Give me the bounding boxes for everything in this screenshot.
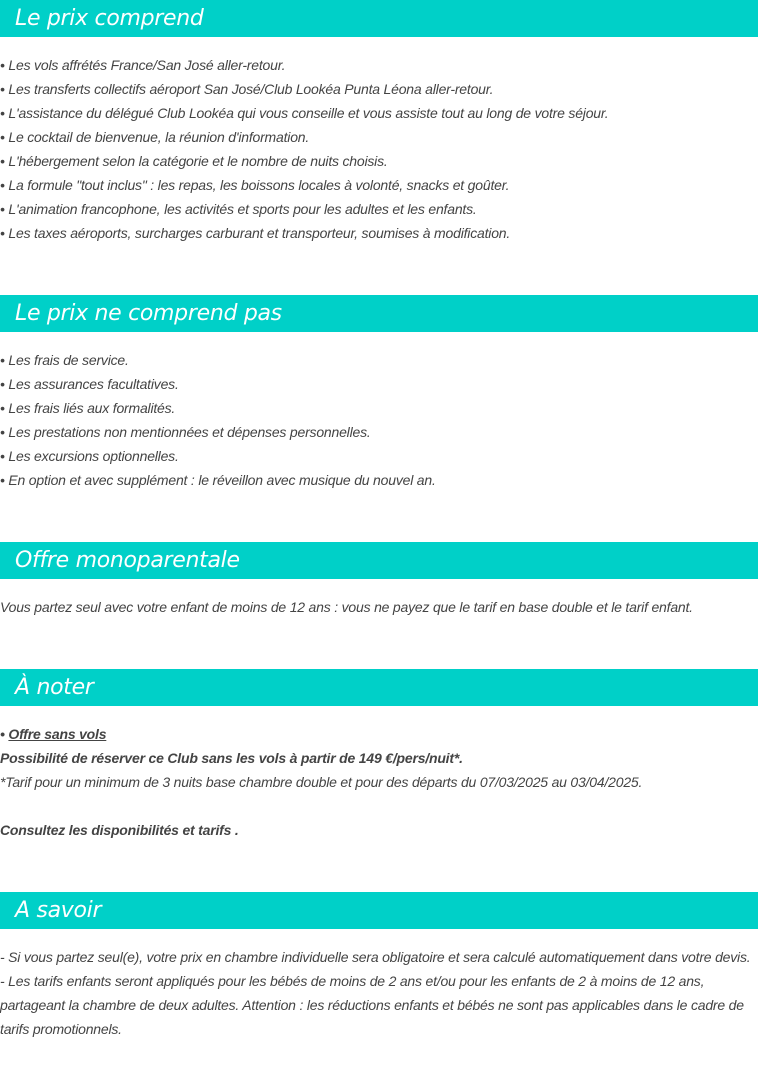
section-header-prix-ne-comprend-pas: Le prix ne comprend pas xyxy=(0,295,758,332)
list-item: • La formule "tout inclus" : les repas, les boissons locales à volonté, snacks et goûter. xyxy=(0,177,510,193)
section-header-offre-monoparentale: Offre monoparentale xyxy=(0,542,758,579)
consultez-disponibilites-link[interactable]: Consultez les disponibilités et tarifs . xyxy=(0,822,239,838)
list-item: • L'animation francophone, les activités et sports pour les adultes et les enfants. xyxy=(0,201,477,217)
a-savoir-block xyxy=(0,945,758,1041)
prix-ne-comprend-pas-list xyxy=(0,348,758,492)
list-item: • Les frais de service. xyxy=(0,352,129,368)
a-savoir-paragraph-2: - Les tarifs enfants seront appliqués pour les bébés de moins de 2 ans et/ou pour les enfants de 2 à moins de 12 ans, partageant la chambre de deux adultes. Attention : les réductions enfants et bébés ne sont pas applicables dans le cadre de tarifs promotionnels. xyxy=(0,973,744,1037)
offre-monoparentale-text: Vous partez seul avec votre enfant de moins de 12 ans : vous ne payez que le tarif en base double et le tarif enfant. xyxy=(0,599,693,615)
list-item: • Les transferts collectifs aéroport San José/Club Lookéa Punta Léona aller-retour. xyxy=(0,81,494,97)
possibilite-text: Possibilité de réserver ce Club sans les vols à partir de 149 €/pers/nuit*. xyxy=(0,750,463,766)
offre-sans-vols-link[interactable]: Offre sans vols xyxy=(8,726,107,742)
section-header-a-savoir: A savoir xyxy=(0,892,758,929)
list-item: • Le cocktail de bienvenue, la réunion d'information. xyxy=(0,129,310,145)
list-item: • Les assurances facultatives. xyxy=(0,376,179,392)
offre-monoparentale-text-block xyxy=(0,595,758,619)
bullet: • xyxy=(0,726,9,742)
tarif-footnote: *Tarif pour un minimum de 3 nuits base chambre double et pour des départs du 07/03/2025 au 03/04/2025. xyxy=(0,774,643,790)
prix-comprend-list xyxy=(0,53,758,245)
a-savoir-paragraph-1: - Si vous partez seul(e), votre prix en chambre individuelle sera obligatoire et sera calculé automatiquement dans votre devis. xyxy=(0,949,751,965)
list-item: • L'assistance du délégué Club Lookéa qui vous conseille et vous assiste tout au long de votre séjour. xyxy=(0,105,609,121)
list-item: • Les prestations non mentionnées et dépenses personnelles. xyxy=(0,424,371,440)
list-item: • Les vols affrétés France/San José aller-retour. xyxy=(0,57,286,73)
list-item: • L'hébergement selon la catégorie et le nombre de nuits choisis. xyxy=(0,153,388,169)
a-noter-block xyxy=(0,722,758,842)
offre-sans-vols-line xyxy=(0,722,758,746)
section-header-prix-comprend: Le prix comprend xyxy=(0,0,758,37)
list-item: • Les excursions optionnelles. xyxy=(0,448,179,464)
spacer xyxy=(0,794,758,818)
section-header-a-noter: À noter xyxy=(0,669,758,706)
list-item: • Les taxes aéroports, surcharges carburant et transporteur, soumises à modification. xyxy=(0,225,511,241)
list-item: • Les frais liés aux formalités. xyxy=(0,400,176,416)
list-item: • En option et avec supplément : le réveillon avec musique du nouvel an. xyxy=(0,472,436,488)
